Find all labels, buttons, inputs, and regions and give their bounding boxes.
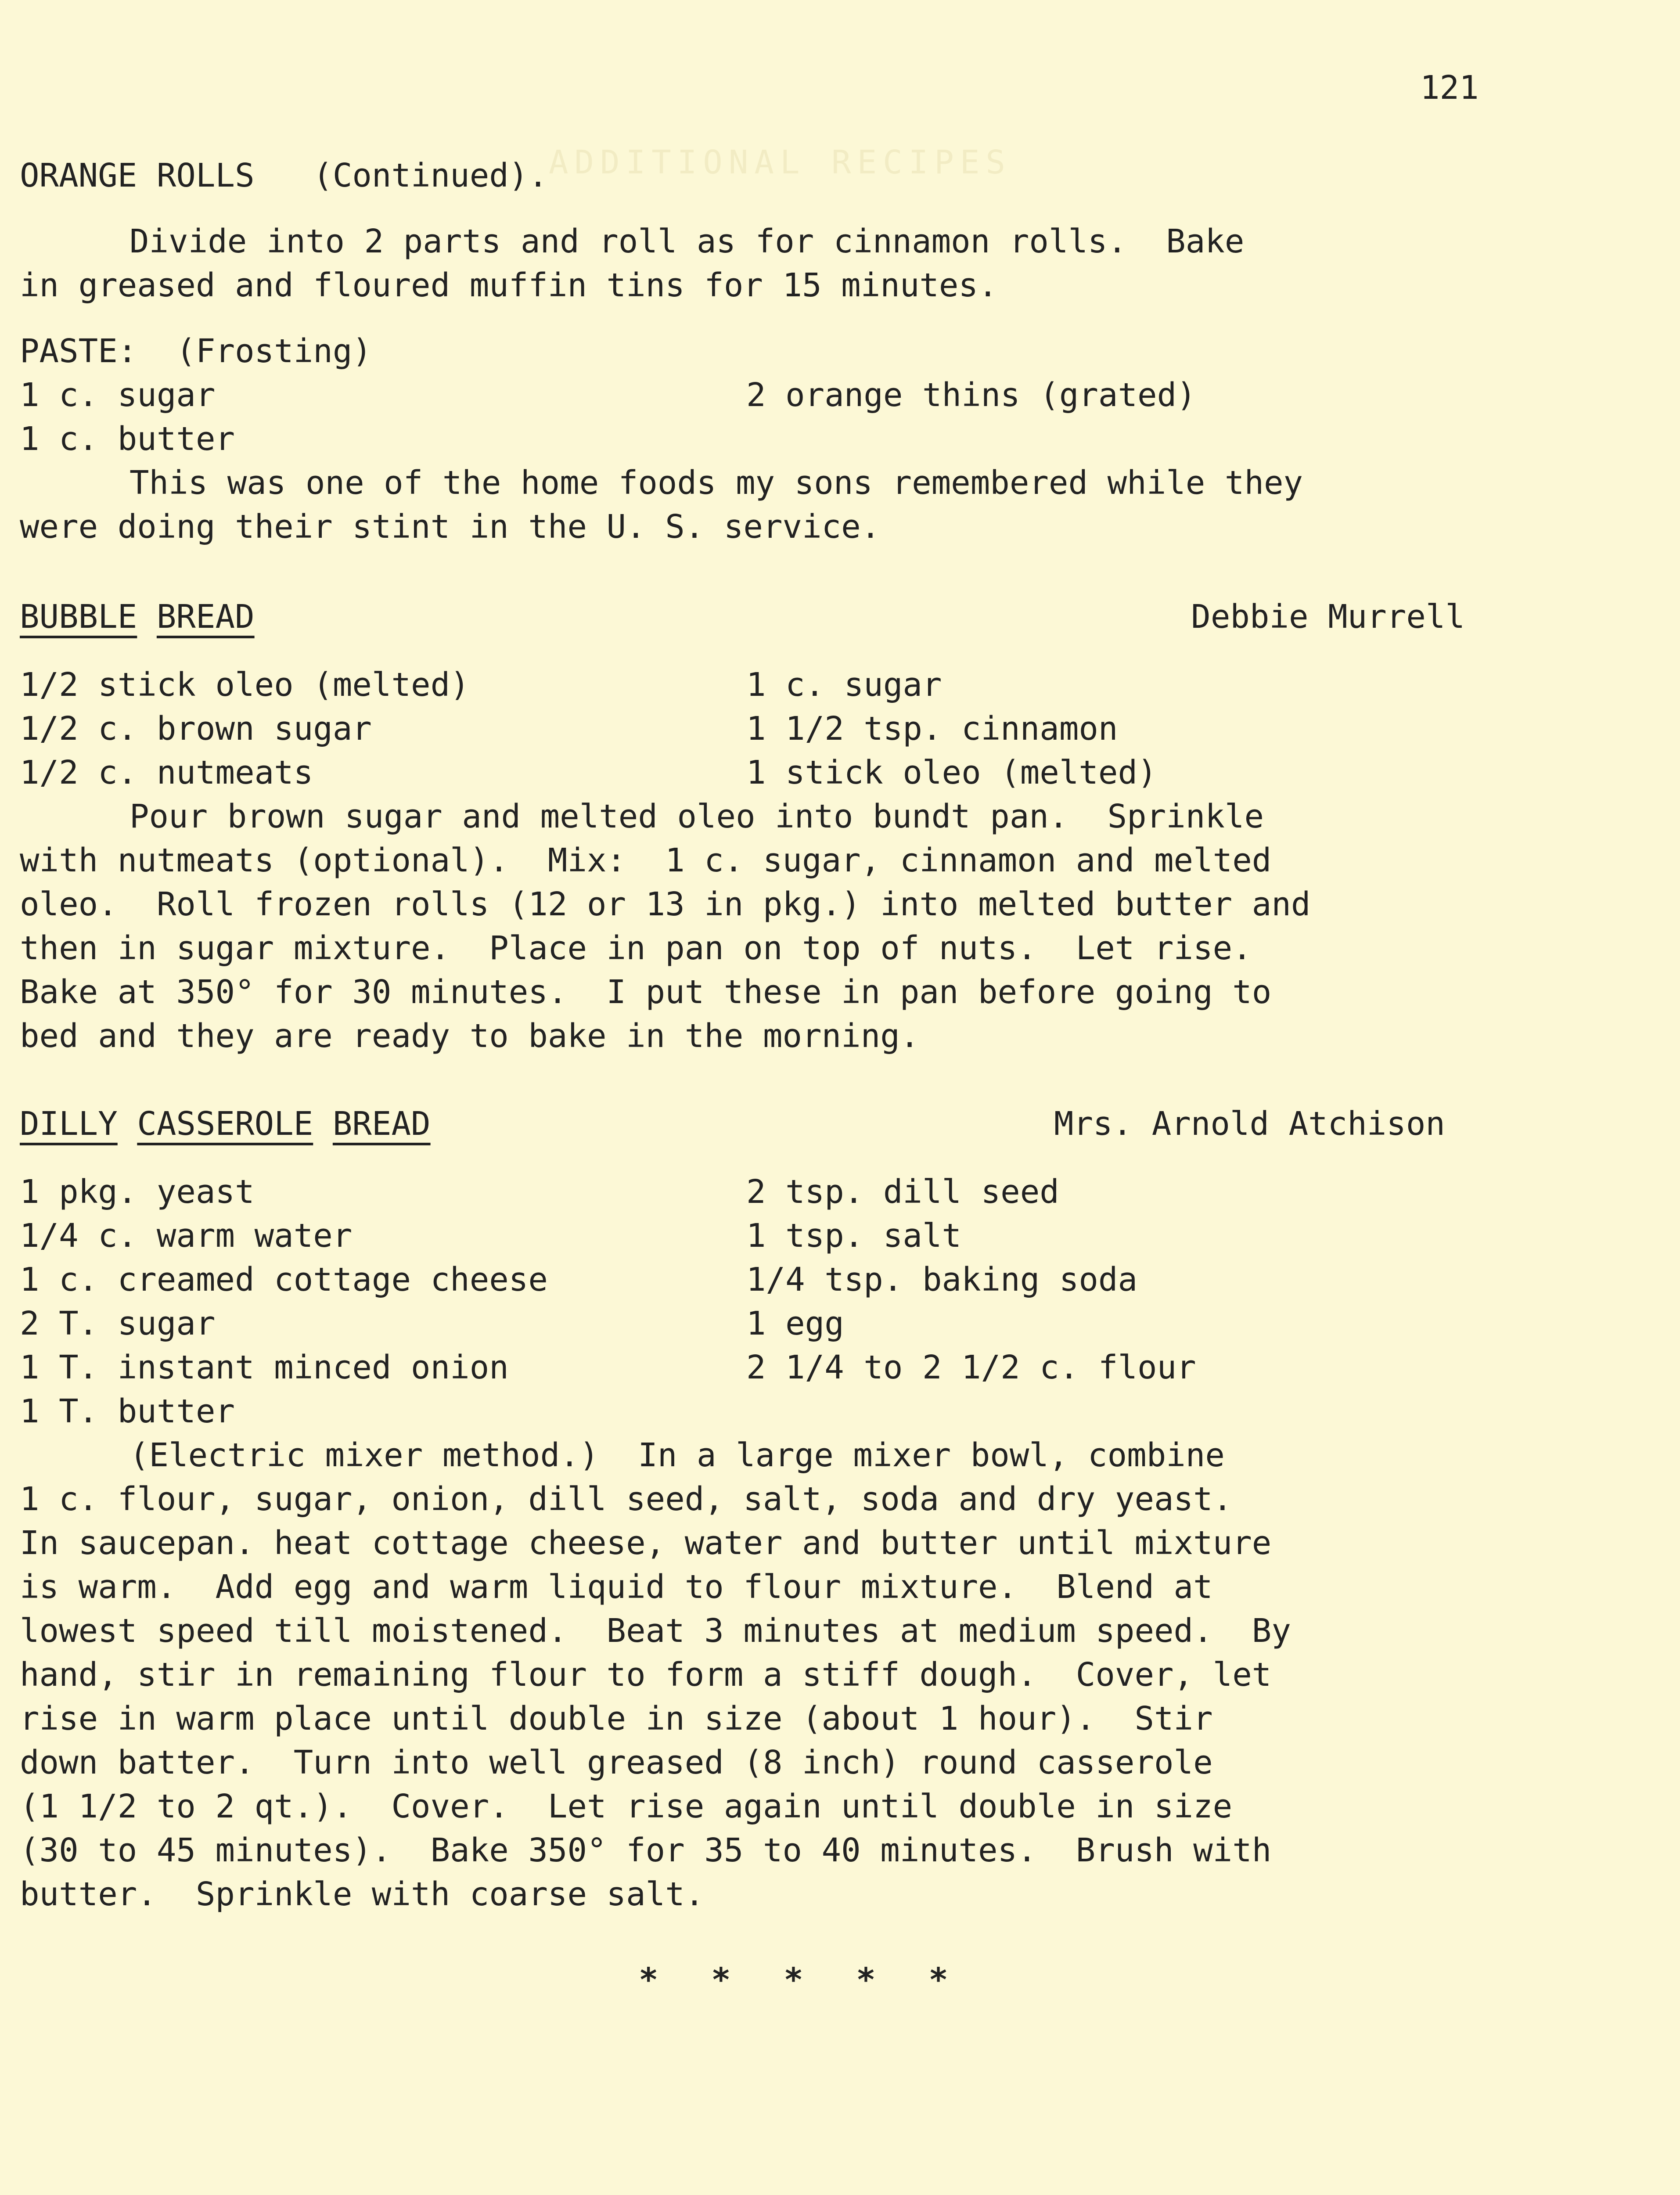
paste-ingredient: 1 c. sugar: [20, 376, 216, 414]
dilly-bread-directions-line: In saucepan. heat cottage cheese, water and butter until mixture: [20, 1524, 1272, 1562]
dilly-bread-ingredient: 2 T. sugar: [20, 1305, 216, 1342]
orange-rolls-title: [20, 154, 548, 198]
bubble-bread-directions-line: then in sugar mixture. Place in pan on top of nuts. Let rise.: [20, 929, 1252, 967]
dilly-bread-author: Mrs. Arnold Atchison: [1054, 1105, 1445, 1143]
page-number: 121: [1420, 69, 1479, 107]
orange-rolls-continued: (Continued).: [313, 157, 548, 194]
paste-ingredient: 1 c. butter: [20, 420, 235, 458]
dilly-bread-directions-line: hand, stir in remaining flour to form a stiff dough. Cover, let: [20, 1656, 1272, 1694]
bubble-bread-ingredient: 1/2 c. brown sugar: [20, 710, 372, 748]
orange-rolls-directions-line-1: Divide into 2 parts and roll as for cinnamon rolls. Bake: [130, 223, 1245, 260]
dilly-bread-title-word: DILLY: [20, 1105, 118, 1143]
dilly-bread-directions-line: lowest speed till moistened. Beat 3 minutes at medium speed. By: [20, 1612, 1291, 1650]
bubble-bread-title-word: BREAD: [156, 598, 255, 636]
bleed-through-text: ADDITIONAL RECIPES: [549, 144, 1011, 181]
orange-rolls-title-text: ORANGE ROLLS: [20, 157, 255, 194]
orange-rolls-directions-line-2: in greased and floured muffin tins for 15 minutes.: [20, 266, 998, 304]
dilly-bread-directions-line: rise in warm place until double in size (about 1 hour). Stir: [20, 1700, 1213, 1738]
dilly-bread-title: [20, 1102, 431, 1146]
dilly-bread-directions-line: (1 1/2 to 2 qt.). Cover. Let rise again until double in size: [20, 1788, 1233, 1825]
bubble-bread-author: Debbie Murrell: [1191, 598, 1465, 636]
dilly-bread-ingredient: 1 T. instant minced onion: [20, 1349, 509, 1386]
end-marker-stars: * * * * *: [639, 1961, 965, 1999]
bubble-bread-directions-line: with nutmeats (optional). Mix: 1 c. sugar, cinnamon and melted: [20, 842, 1272, 879]
bubble-bread-directions-line: bed and they are ready to bake in the morning.: [20, 1017, 920, 1055]
dilly-bread-title-word: BREAD: [332, 1105, 431, 1143]
dilly-bread-directions-line: (Electric mixer method.) In a large mixer bowl, combine: [130, 1436, 1225, 1474]
paste-heading: PASTE: (Frosting): [20, 332, 372, 370]
bubble-bread-directions-line: oleo. Roll frozen rolls (12 or 13 in pkg.) into melted butter and: [20, 885, 1311, 923]
dilly-bread-ingredient: 1 T. butter: [20, 1393, 235, 1430]
dilly-bread-ingredient: 1 tsp. salt: [746, 1217, 962, 1255]
bubble-bread-title: [20, 595, 255, 639]
dilly-bread-directions-line: butter. Sprinkle with coarse salt.: [20, 1875, 705, 1913]
bubble-bread-ingredient: 1 stick oleo (melted): [746, 754, 1157, 792]
dilly-bread-ingredient: 1/4 c. warm water: [20, 1217, 353, 1255]
dilly-bread-ingredient: 1 egg: [746, 1305, 844, 1342]
dilly-bread-ingredient: 1/4 tsp. baking soda: [746, 1261, 1138, 1299]
orange-rolls-note-line-2: were doing their stint in the U. S. service.: [20, 508, 881, 546]
dilly-bread-ingredient: 1 pkg. yeast: [20, 1173, 255, 1211]
dilly-bread-directions-line: down batter. Turn into well greased (8 inch) round casserole: [20, 1744, 1213, 1781]
dilly-bread-ingredient: 2 tsp. dill seed: [746, 1173, 1059, 1211]
bubble-bread-directions-line: Bake at 350° for 30 minutes. I put these in pan before going to: [20, 973, 1272, 1011]
bubble-bread-directions-line: Pour brown sugar and melted oleo into bundt pan. Sprinkle: [130, 798, 1264, 835]
dilly-bread-directions-line: (30 to 45 minutes). Bake 350° for 35 to 40 minutes. Brush with: [20, 1832, 1272, 1869]
dilly-bread-directions-line: is warm. Add egg and warm liquid to flour mixture. Blend at: [20, 1568, 1213, 1606]
bubble-bread-ingredient: 1/2 stick oleo (melted): [20, 666, 470, 704]
bubble-bread-ingredient: 1 c. sugar: [746, 666, 942, 704]
dilly-bread-directions-line: 1 c. flour, sugar, onion, dill seed, salt, soda and dry yeast.: [20, 1480, 1233, 1518]
dilly-bread-ingredient: 2 1/4 to 2 1/2 c. flour: [746, 1349, 1196, 1386]
dilly-bread-ingredient: 1 c. creamed cottage cheese: [20, 1261, 548, 1299]
paste-ingredient: 2 orange thins (grated): [746, 376, 1196, 414]
bubble-bread-ingredient: 1 1/2 tsp. cinnamon: [746, 710, 1118, 748]
bubble-bread-ingredient: 1/2 c. nutmeats: [20, 754, 313, 792]
dilly-bread-title-word: CASSEROLE: [137, 1105, 313, 1143]
bubble-bread-title-word: BUBBLE: [20, 598, 137, 636]
orange-rolls-note-line-1: This was one of the home foods my sons remembered while they: [130, 464, 1303, 502]
